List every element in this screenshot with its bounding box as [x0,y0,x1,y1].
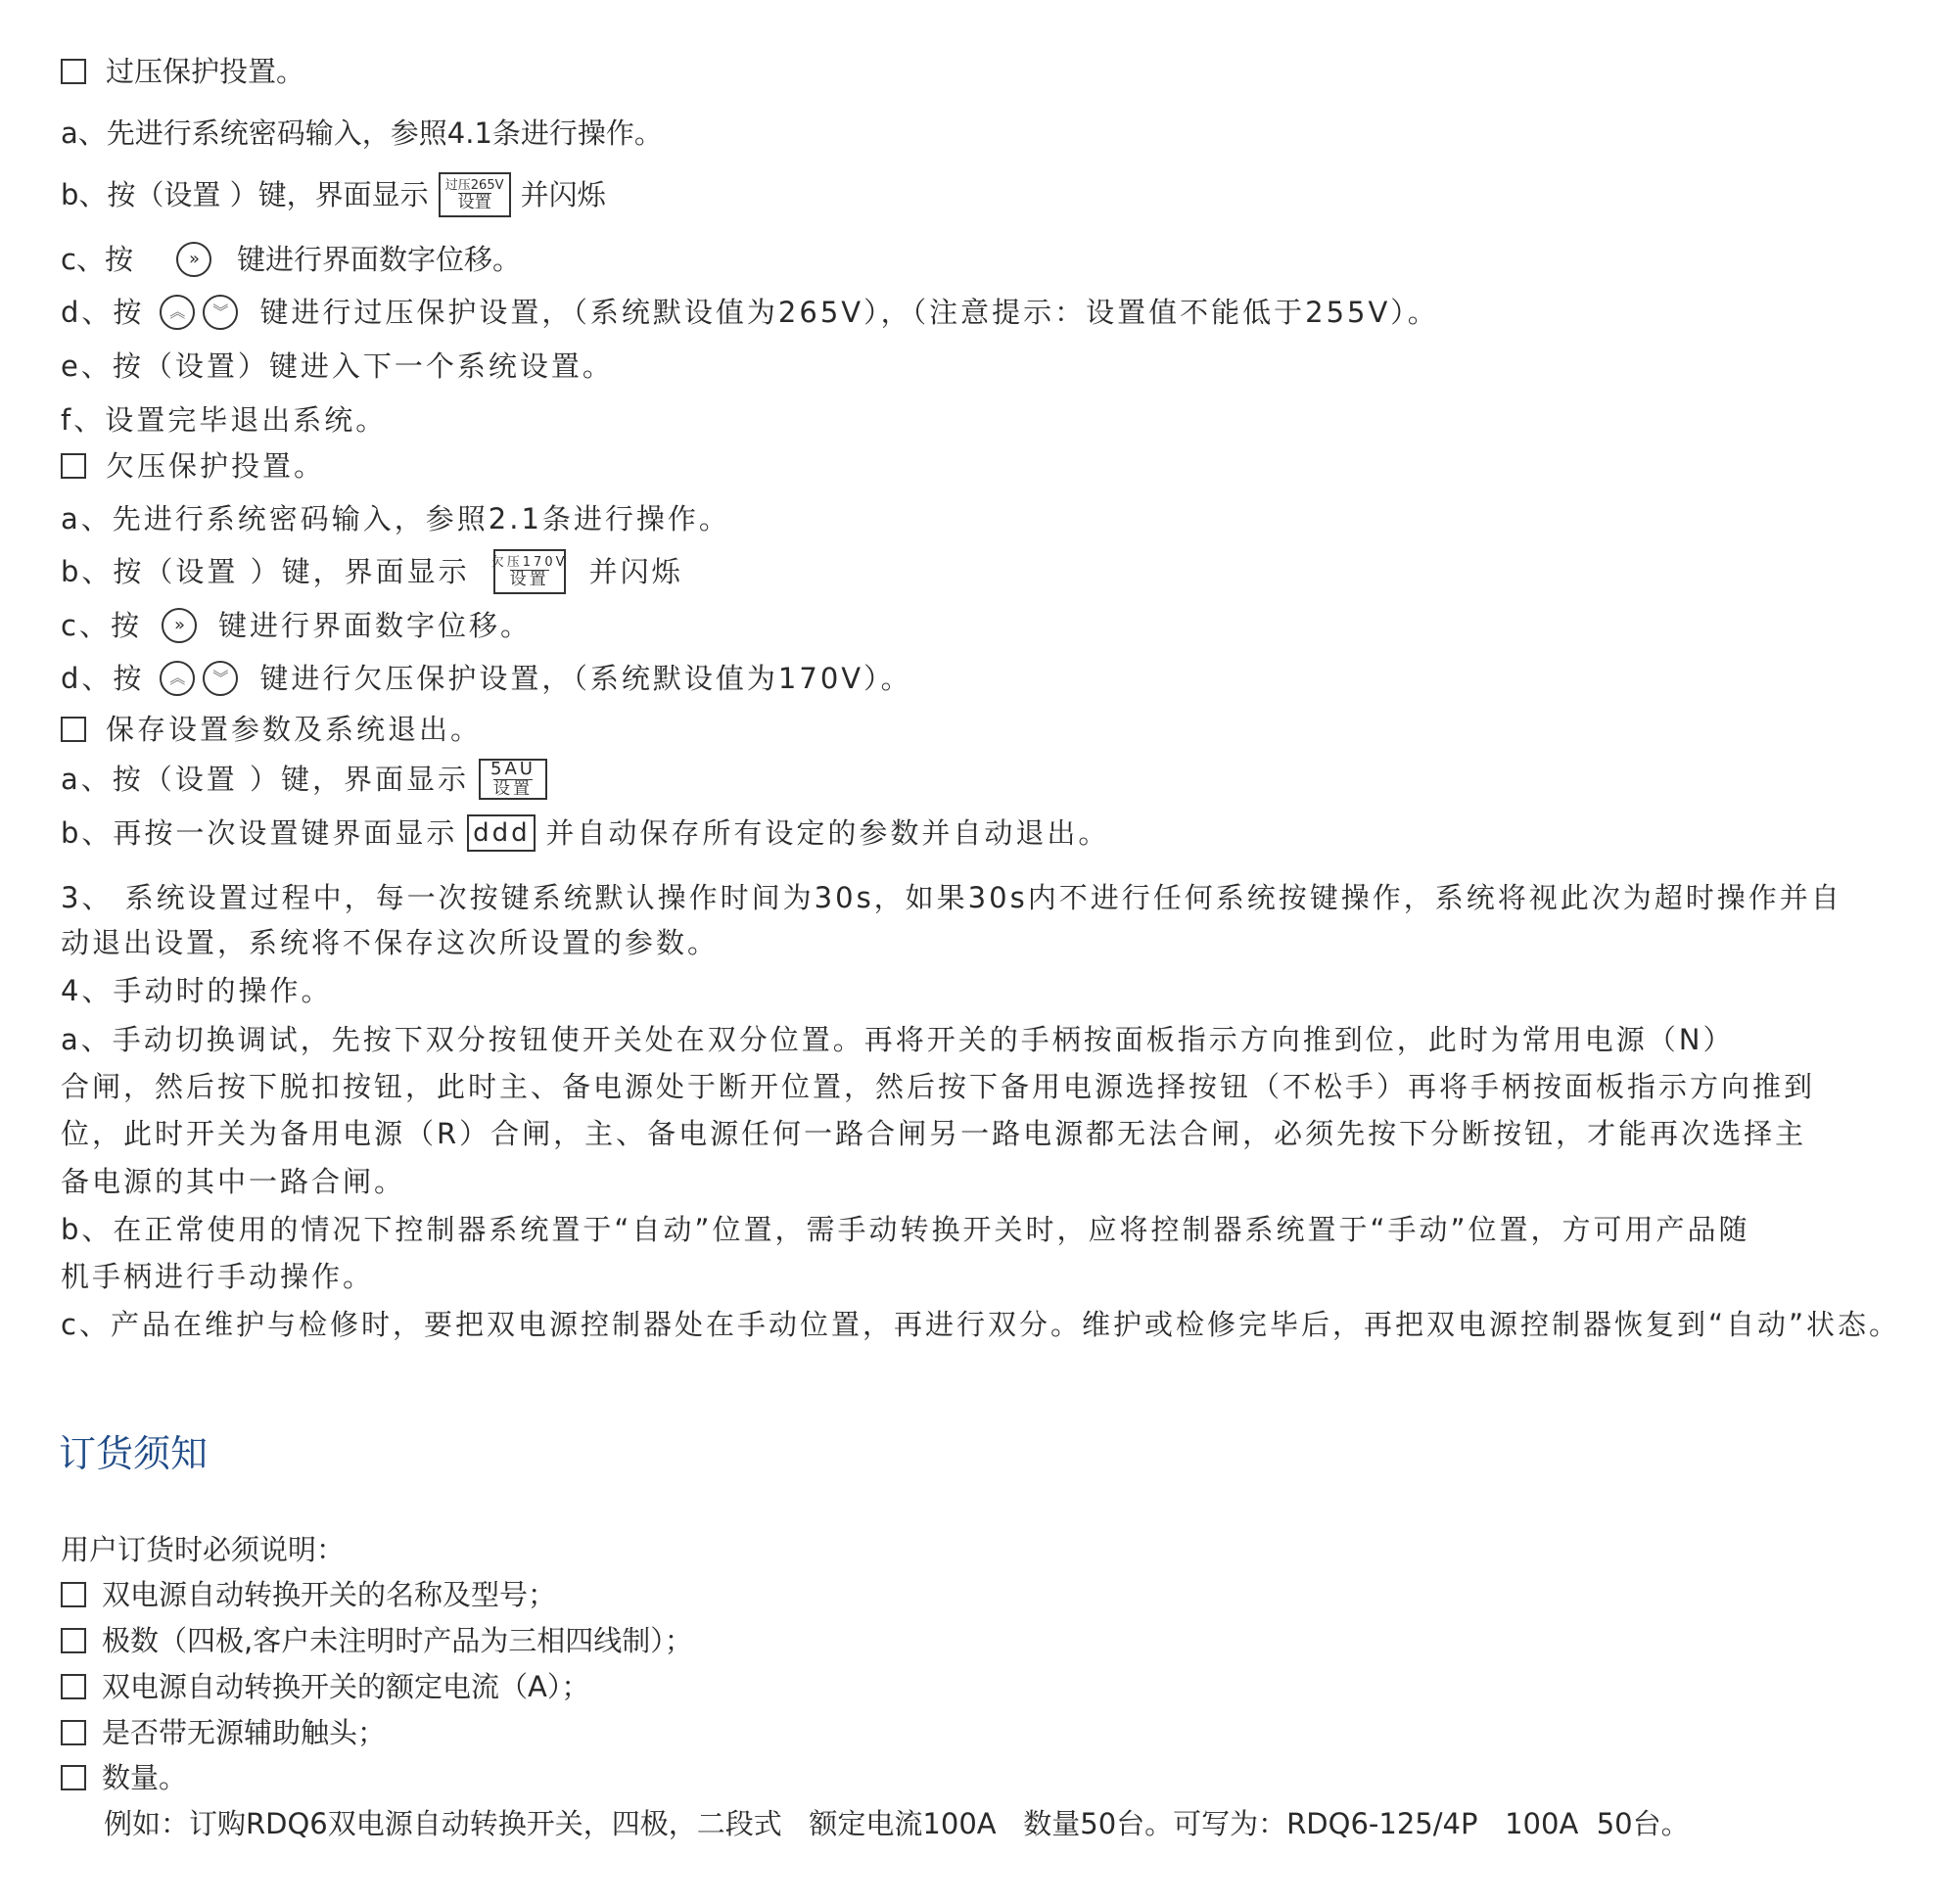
overvoltage-step-f: f、设置完毕退出系统。 [61,403,388,437]
item4-line: c、产品在维护与检修时，要把双电源控制器处在手动位置，再进行双分。维护或检修完毕后，再把双电源控制器恢复到“自动”状态。 [61,1308,1900,1341]
save-step-b: b、再按一次设置键界面显示 ddd 并自动保存所有设定的参数并自动退出。 [61,816,1110,850]
item3-line-2: 动退出设置，系统将不保存这次所设置的参数。 [61,926,720,959]
overvoltage-step-b: b、按（设置 ）键，界面显示 过压265V 设置 并闪烁 [61,176,606,213]
overvoltage-step-c: c、按 » 键进行界面数字位移。 [61,243,521,276]
item4-line: b、在正常使用的情况下控制器系统置于“自动”位置，需手动转换开关时，应将控制器系统置于“手动”位置，方可用产品随 [61,1213,1750,1246]
checkbox-icon [61,453,86,479]
lcd-display-icon: 欠压170V 设置 [493,549,566,594]
undervoltage-title: 欠压保护投置。 [61,447,325,485]
shift-right-icon: » [162,608,197,643]
checkbox-icon [61,1674,86,1699]
shift-right-icon: » [176,242,211,277]
item4-title: 4、手动时的操作。 [61,974,333,1007]
checkbox-icon [61,717,86,742]
undervoltage-step-b: b、按（设置 ）键，界面显示 欠压170V 设置 并闪烁 [61,553,683,590]
ordering-heading: 订货须知 [59,1432,209,1475]
up-arrow-icon: ︽ [160,295,195,330]
overvoltage-step-a: a、先进行系统密码输入，参照4.1条进行操作。 [61,116,663,150]
ordering-item: 是否带无源辅助触头； [61,1714,386,1751]
overvoltage-title: 过压保护投置。 [61,53,304,90]
checkbox-icon [61,1628,86,1653]
overvoltage-step-e: e、按（设置）键进入下一个系统设置。 [61,349,614,383]
lcd-display-icon: 5AU 设置 [479,759,547,800]
ordering-item: 双电源自动转换开关的额定电流（A）； [61,1668,589,1705]
checkbox-icon [61,59,86,84]
ordering-example: 例如：订购RDQ6双电源自动转换开关，四极，二段式 额定电流100A 数量50台。可写为：RDQ6-125/4P 100A 50台。 [104,1807,1690,1840]
item4-line: 位，此时开关为备用电源（R）合闸，主、备电源任何一路合闸另一路电源都无法合闸，必须先按下分断按钮，才能再次选择主 [61,1117,1807,1150]
undervoltage-step-d: d、按 ︽ ︾ 键进行欠压保护设置，（系统默设值为170V）。 [61,662,912,695]
item4-line: 备电源的其中一路合闸。 [61,1165,406,1198]
lcd-display-icon: ddd [467,814,536,852]
undervoltage-step-a: a、先进行系统密码输入，参照2.1条进行操作。 [61,502,730,535]
down-arrow-icon: ︾ [203,661,238,696]
ordering-item: 数量。 [61,1759,187,1796]
checkbox-icon [61,1765,86,1790]
ordering-item: 极数（四极,客户未注明时产品为三相四线制）； [61,1622,693,1659]
lcd-display-icon: 过压265V 设置 [439,172,511,217]
item4-line: 机手柄进行手动操作。 [61,1260,375,1293]
save-step-a: a、按（设置 ）键，界面显示 5AU 设置 [61,761,557,798]
overvoltage-step-d: d、按 ︽ ︾ 键进行过压保护设置，（系统默设值为265V），（注意提示：设置值不能低于255V）。 [61,296,1439,329]
item3-line-1: 3、 系统设置过程中，每一次按键系统默认操作时间为30s，如果30s内不进行任何系统按键操作，系统将视此次为超时操作并自 [61,881,1842,914]
undervoltage-step-c: c、按 » 键进行界面数字位移。 [61,609,532,642]
item4-line: 合闸，然后按下脱扣按钮，此时主、备电源处于断开位置，然后按下备用电源选择按钮（不松手）再将手柄按面板指示方向推到 [61,1070,1816,1103]
checkbox-icon [61,1582,86,1607]
ordering-intro: 用户订货时必须说明： [61,1533,346,1566]
up-arrow-icon: ︽ [160,661,195,696]
save-title: 保存设置参数及系统退出。 [61,711,482,748]
down-arrow-icon: ︾ [203,295,238,330]
ordering-item: 双电源自动转换开关的名称及型号； [61,1576,556,1613]
checkbox-icon [61,1720,86,1745]
item4-line: a、手动切换调试，先按下双分按钮使开关处在双分位置。再将开关的手柄按面板指示方向推到位，此时为常用电源（N） [61,1023,1735,1056]
